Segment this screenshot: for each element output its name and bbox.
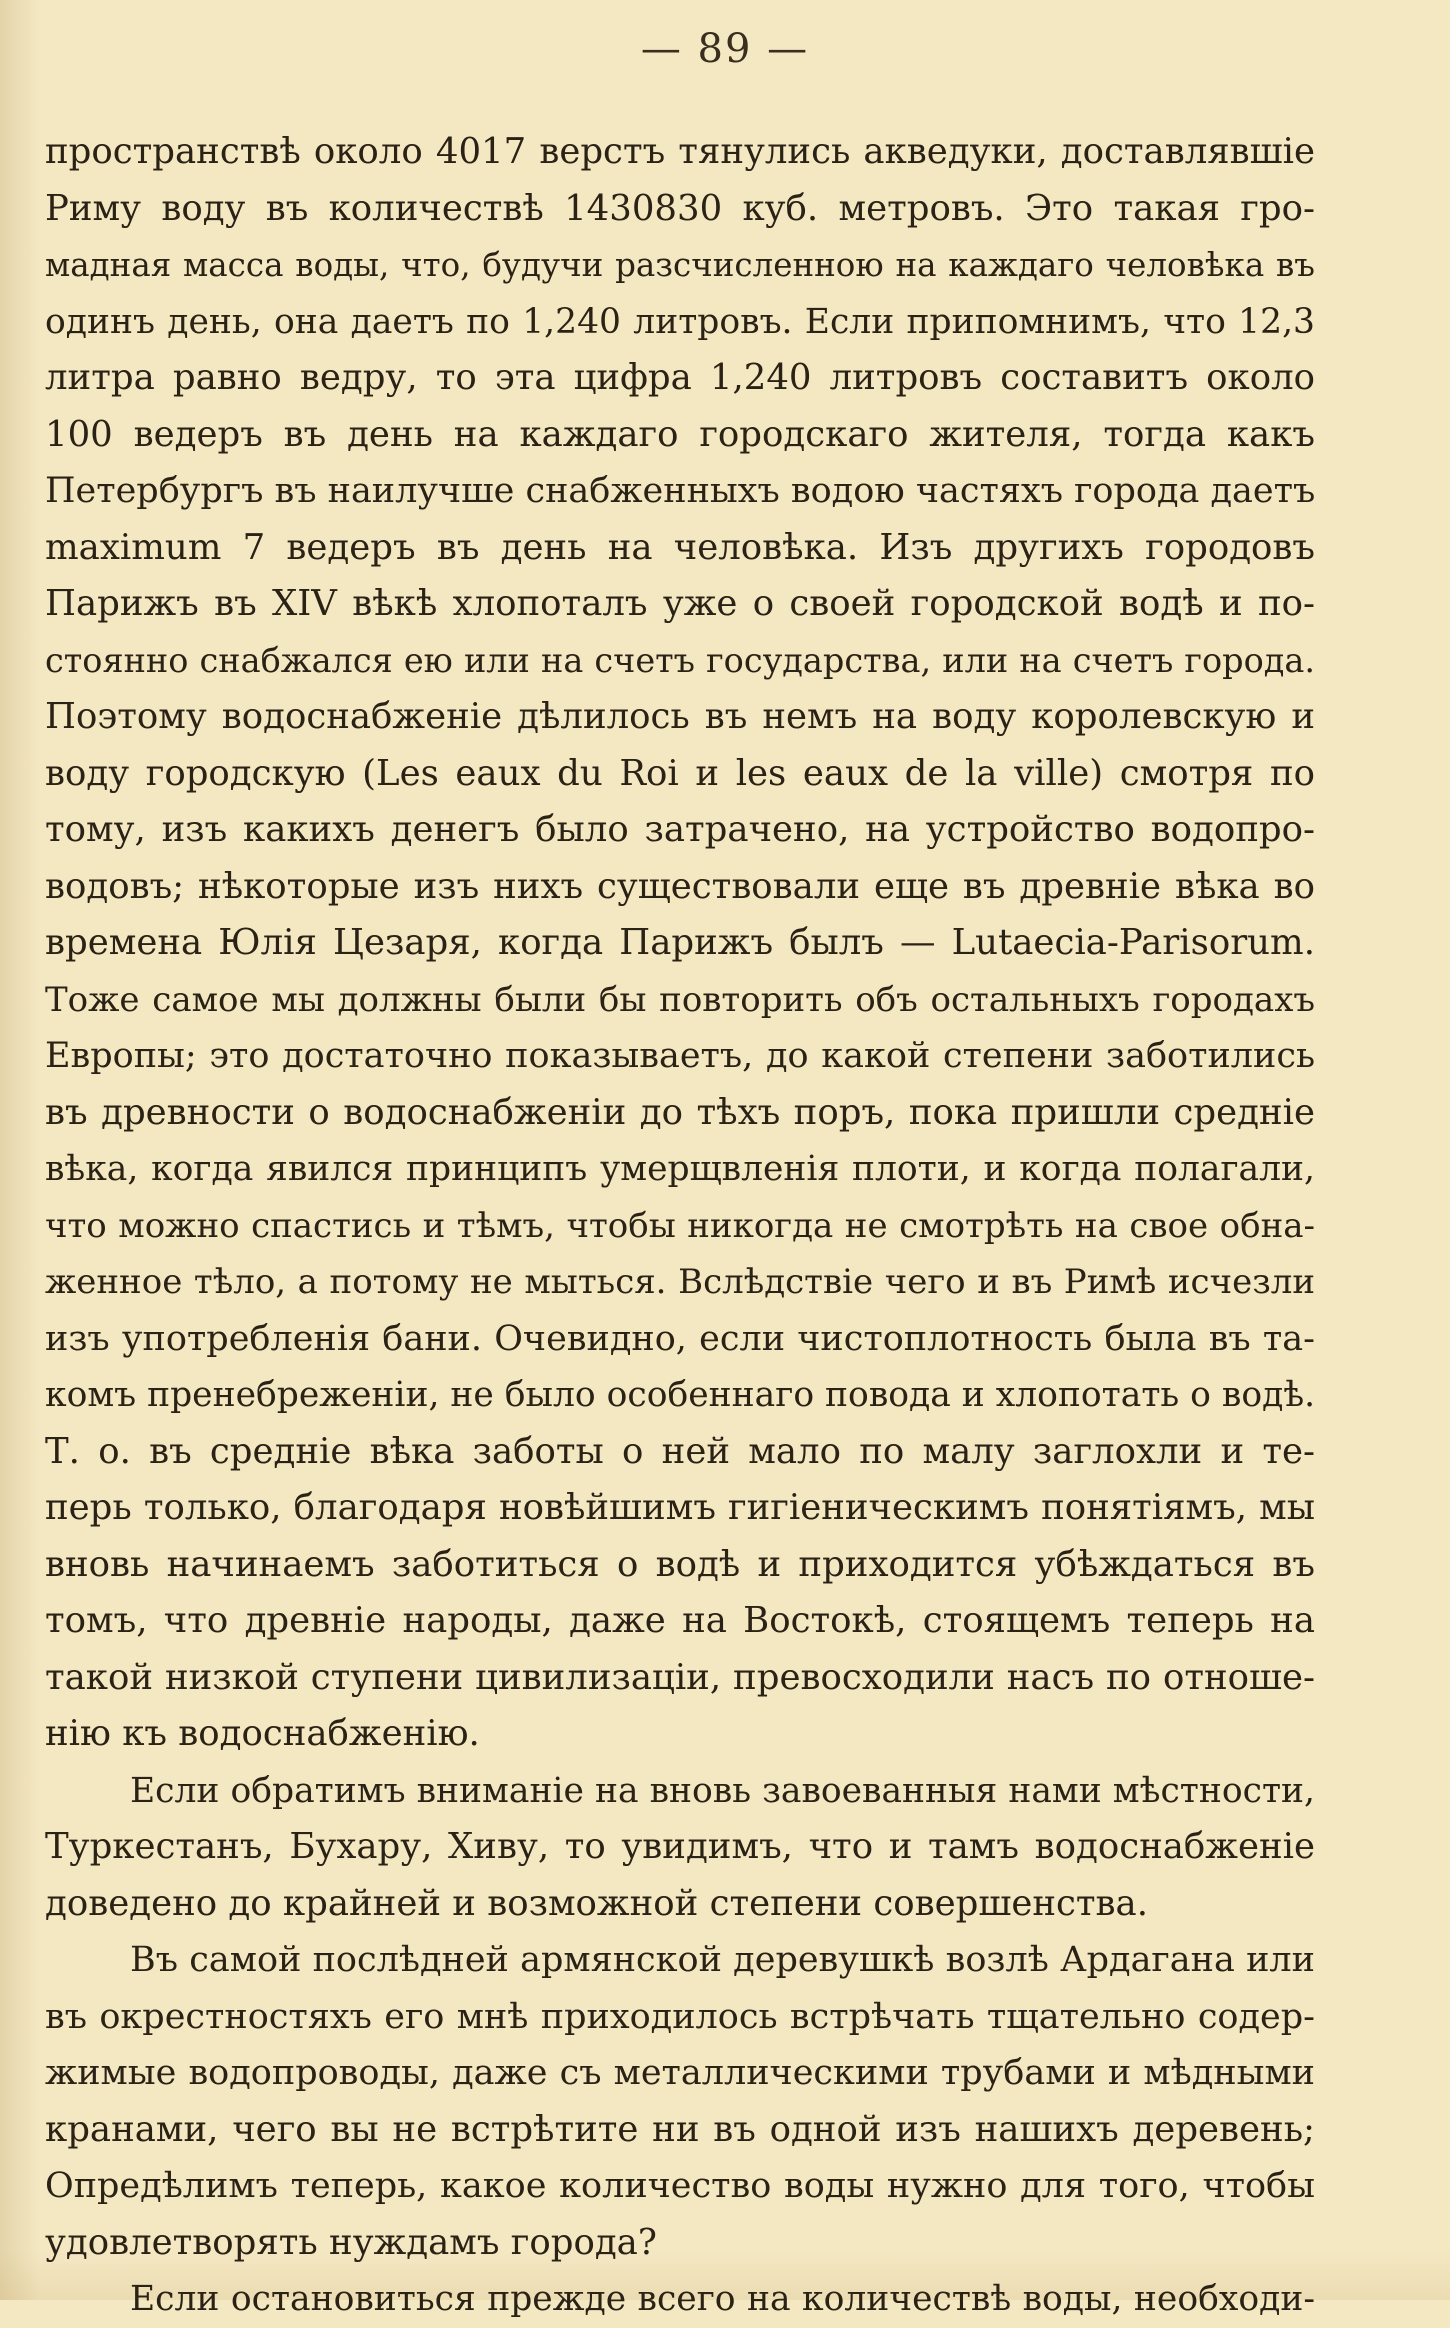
text-line: воду городскую (Les eaux du Roi и les eaux de la ville) смотря по	[45, 752, 1315, 794]
text-line: Въ самой послѣдней армянской деревушкѣ возлѣ Ардагана или	[130, 1940, 1315, 1980]
text-line: времена Юлія Цезаря, когда Парижъ былъ — Lutaecia-Parisorum.	[45, 922, 1315, 963]
text-line: изъ употребленія бани. Очевидно, если чистоплотность была въ та-	[45, 1318, 1315, 1359]
text-line: тому, изъ какихъ денегъ было затрачено, на устройство водопро-	[45, 809, 1315, 850]
text-line: вновь начинаемъ заботиться о водѣ и приходится убѣждаться въ	[45, 1543, 1315, 1585]
text-line: Тоже самое мы должны были бы повторить объ остальныхъ городахъ	[45, 979, 1315, 1020]
text-line: томъ, что древніе народы, даже на Востокѣ, стоящемъ теперь на	[45, 1600, 1315, 1641]
text-line: Риму воду въ количествѣ 1430830 куб. метровъ. Это такая гро-	[45, 187, 1315, 229]
text-line: въ окрестностяхъ его мнѣ приходилось встрѣчать тщательно содер-	[45, 1996, 1315, 2037]
text-line: Петербургъ въ наилучше снабженныхъ водою частяхъ города даетъ	[45, 471, 1316, 511]
text-line: жимые водопроводы, даже съ металлическими трубами и мѣдными	[45, 2053, 1315, 2093]
text-line: такой низкой ступени цивилизаціи, превосходили насъ по отноше-	[45, 1656, 1315, 1698]
text-line: удовлетворять нуждамъ города?	[45, 2221, 657, 2263]
text-line: вѣка, когда явился принципъ умерщвленія плоти, и когда полагали,	[45, 1149, 1315, 1189]
text-line: комъ пренебреженіи, не было особеннаго повода и хлопотать о водѣ.	[45, 1375, 1316, 1415]
text-line: перь только, благодаря новѣйшимъ гигіеническимъ понятіямъ, мы	[45, 1487, 1315, 1528]
text-line: водовъ; нѣкоторые изъ нихъ существовали еще въ древніе вѣка во	[45, 865, 1315, 907]
body-text	[45, 124, 1315, 2328]
text-line: нію къ водоснабженію.	[45, 1713, 480, 1754]
text-line: Поэтому водоснабженіе дѣлилось въ немъ на воду королевскую и	[45, 696, 1315, 737]
text-line: Опредѣлимъ теперь, какое количество воды нужно для того, чтобы	[45, 2166, 1315, 2206]
text-line: доведено до крайней и возможной степени совершенства.	[45, 1882, 1148, 1924]
page-number: — 89 —	[640, 26, 810, 72]
text-line: литра равно ведру, то эта цифра 1,240 литровъ составитъ около	[45, 357, 1315, 398]
text-line: пространствѣ около 4017 верстъ тянулись акведуки, доставлявшіе	[45, 131, 1315, 172]
text-line: мадная масса воды, что, будучи разсчисленною на каждаго человѣка въ	[45, 246, 1315, 284]
text-line: maximum 7 ведеръ въ день на человѣка. Изъ другихъ городовъ	[45, 526, 1315, 568]
text-line: Если остановиться прежде всего на количествѣ воды, необходи-	[130, 2279, 1315, 2319]
text-line: 100 ведеръ въ день на каждаго городскаго жителя, тогда какъ	[45, 413, 1315, 455]
text-line: Туркестанъ, Бухару, Хиву, то увидимъ, что и тамъ водоснабженіе	[45, 1826, 1315, 1867]
text-line: стоянно снабжался ею или на счетъ государства, или на счетъ города.	[45, 640, 1315, 680]
text-line: женное тѣло, а потому не мыться. Вслѣдствіе чего и въ Римѣ исчезли	[45, 1262, 1315, 1302]
text-line: Если обратимъ вниманіе на вновь завоеванныя нами мѣстности,	[130, 1770, 1315, 1811]
text-line: Парижъ въ XIV вѣкѣ хлопоталъ уже о своей городской водѣ и по-	[45, 583, 1315, 624]
text-line: одинъ день, она даетъ по 1,240 литровъ. Если припомнимъ, что 12,3	[45, 301, 1315, 342]
text-line: Европы; это достаточно показываетъ, до какой степени заботились	[45, 1036, 1315, 1076]
text-line: кранами, чего вы не встрѣтите ни въ одной изъ нашихъ деревень;	[45, 2108, 1315, 2150]
text-line: что можно спастись и тѣмъ, чтобы никогда не смотрѣть на свое обна-	[45, 1205, 1315, 1246]
text-line: Т. о. въ средніе вѣка заботы о ней мало по малу заглохли и те-	[45, 1430, 1315, 1472]
text-line: въ древности о водоснабженіи до тѣхъ поръ, пока пришли средніе	[45, 1091, 1315, 1133]
